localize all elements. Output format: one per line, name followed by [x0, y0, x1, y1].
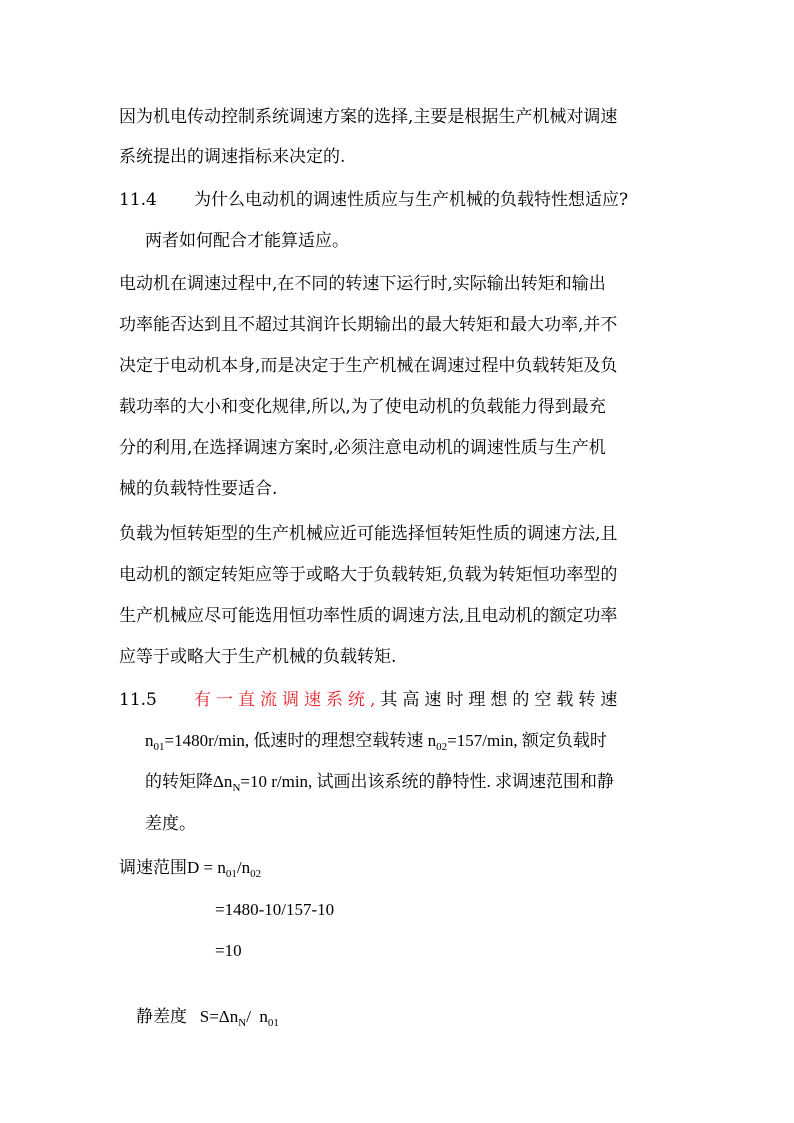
para3-line3: 生产机械应尽可能选用恒功率性质的调速方法,且电动机的额定功率 — [119, 606, 618, 626]
subscript: 02 — [250, 868, 262, 880]
formula-line3: =10 — [215, 941, 242, 960]
formula-line2: =1480-10/157-10 — [215, 900, 335, 919]
text-segment: =1480r/min, 低速时的理想空载转速 n — [164, 731, 437, 750]
question-11-5-line2 — [145, 729, 607, 753]
para2-line4: 载功率的大小和变化规律,所以,为了使电动机的负载能力得到最充 — [119, 397, 606, 417]
formula-text: / n — [246, 1007, 268, 1026]
question-text: 为什么电动机的调速性质应与生产机械的负载特性想适应? — [194, 190, 629, 210]
formula-static-error — [119, 981, 279, 1053]
question-highlight: 有一直流调速系统, — [194, 690, 381, 710]
subscript: N — [238, 1017, 247, 1029]
text-segment: =157/min, 额定负载时 — [447, 731, 607, 750]
question-11-5 — [119, 688, 669, 712]
formula-text: /n — [236, 858, 251, 877]
formula-text: 静差度 S=Δn — [136, 1007, 239, 1026]
para2-line2: 功率能否达到且不超过其润许长期输出的最大转矩和最大功率,并不 — [119, 315, 618, 335]
para2-line5: 分的利用,在选择调速方案时,必须注意电动机的调速性质与生产机 — [119, 438, 606, 458]
question-11-4-line2: 两者如何配合才能算适应。 — [145, 231, 349, 251]
formula-text: 调速范围D = n — [119, 858, 226, 877]
formula-speed-range — [119, 856, 261, 880]
symbol-n: n — [145, 731, 154, 750]
subscript: N — [232, 782, 241, 794]
subscript: 01 — [267, 1017, 279, 1029]
question-11-4 — [119, 188, 628, 212]
para2-line1: 电动机在调速过程中,在不同的转速下运行时,实际输出转矩和输出 — [119, 274, 606, 294]
text-segment: =10 r/min, 试画出该系统的静特性. 求调速范围和静 — [240, 772, 615, 791]
para1-line2: 系统提出的调速指标来决定的. — [119, 147, 346, 167]
para3-line1: 负载为恒转矩型的生产机械应近可能选择恒转矩性质的调速方法,且 — [119, 524, 618, 544]
question-number: 11.5 — [119, 690, 157, 710]
subscript: 02 — [436, 741, 448, 753]
question-11-5-line3 — [145, 770, 614, 794]
para3-line2: 电动机的额定转矩应等于或略大于负载转矩,负载为转矩恒功率型的 — [119, 565, 618, 585]
para3-line4: 应等于或略大于生产机械的负载转矩. — [119, 647, 397, 667]
text-segment: 的转矩降Δn — [145, 772, 233, 791]
para2-line3: 决定于电动机本身,而是决定于生产机械在调速过程中负载转矩及负 — [119, 356, 618, 376]
para2-line6: 械的负载特性要适合. — [119, 479, 278, 499]
para1-line1: 因为机电传动控制系统调速方案的选择,主要是根据生产机械对调速 — [119, 107, 618, 127]
subscript: 01 — [225, 868, 237, 880]
question-11-5-line4: 差度。 — [145, 814, 196, 834]
subscript: 01 — [153, 741, 165, 753]
question-text: 其高速时理想的空载转速 — [380, 690, 623, 710]
question-number: 11.4 — [119, 190, 157, 210]
